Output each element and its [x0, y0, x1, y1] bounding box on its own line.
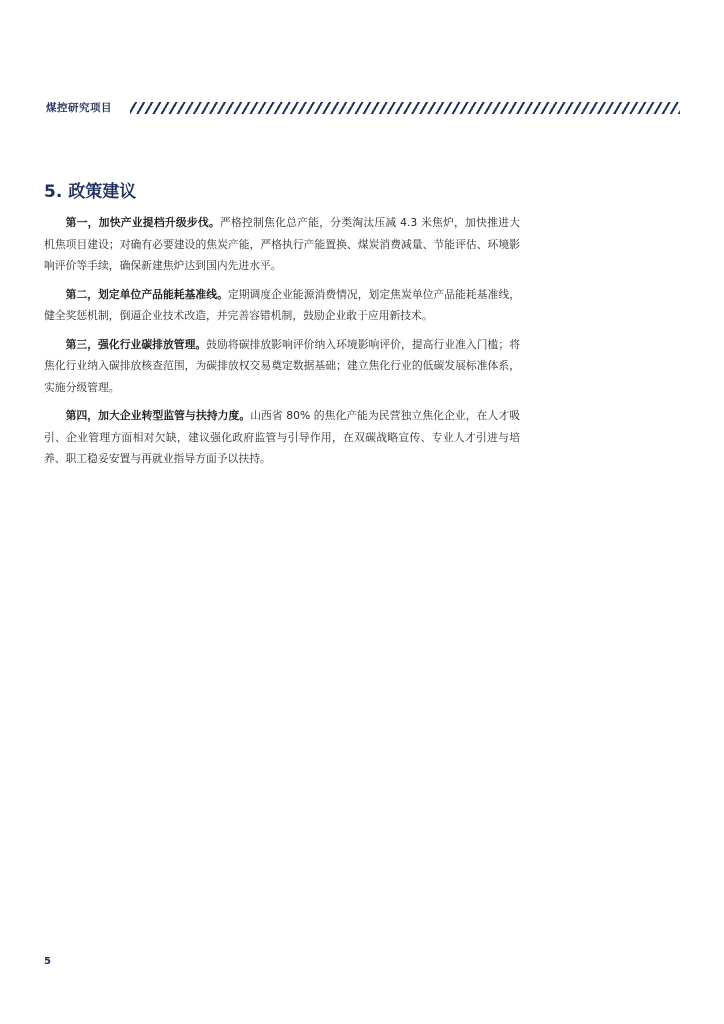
- page-number: 5: [44, 956, 51, 967]
- paragraph-3: [44, 334, 520, 399]
- paragraph-2: [44, 284, 520, 327]
- body-content: [44, 212, 520, 477]
- paragraph-3-body: 鼓励将碳排放影响评价纳入环境影响评价，提高行业准入门槛；将焦化行业纳入碳排放核查范围，为碳排放权交易奠定数据基础；建立焦化行业的低碳发展标准体系，实施分级管理。: [44, 337, 520, 394]
- running-header: [46, 98, 680, 118]
- paragraph-1-lead: 第一，加快产业提档升级步伐。: [65, 216, 220, 229]
- paragraph-2-body: 定期调度企业能源消费情况，划定焦炭单位产品能耗基准线，健全奖惩机制，倒逼企业技术改造，并完善容错机制，鼓励企业敢于应用新技术。: [44, 287, 520, 322]
- paragraph-1: [44, 212, 520, 277]
- paragraph-1-body: 严格控制焦化总产能，分类淘汰压减 4.3 米焦炉，加快推进大机焦项目建设；对确有必要建设的焦炭产能，严格执行产能置换、煤炭消费减量、节能评估、环境影响评价等手续，确保新建焦炉达到国内先进水平。: [44, 216, 520, 272]
- section-title: 5. 政策建议: [44, 182, 137, 202]
- paragraph-4-lead: 第四，加大企业转型监管与扶持力度。: [65, 409, 251, 422]
- header-stripe-decoration: [130, 102, 680, 114]
- paragraph-3-lead: 第三，强化行业碳排放管理。: [65, 337, 207, 351]
- paragraph-4-body: 山西省 80% 的焦化产能为民营独立焦化企业，在人才吸引、企业管理方面相对欠缺，建议强化政府监管与引导作用，在双碳战略宣传、专业人才引进与培养、职工稳妥安置与再就业指导方面予以扶持。: [44, 409, 520, 465]
- paragraph-4: [44, 405, 520, 470]
- paragraph-2-lead: 第二，划定单位产品能耗基准线。: [65, 287, 228, 301]
- header-title: 煤控研究项目: [46, 102, 112, 114]
